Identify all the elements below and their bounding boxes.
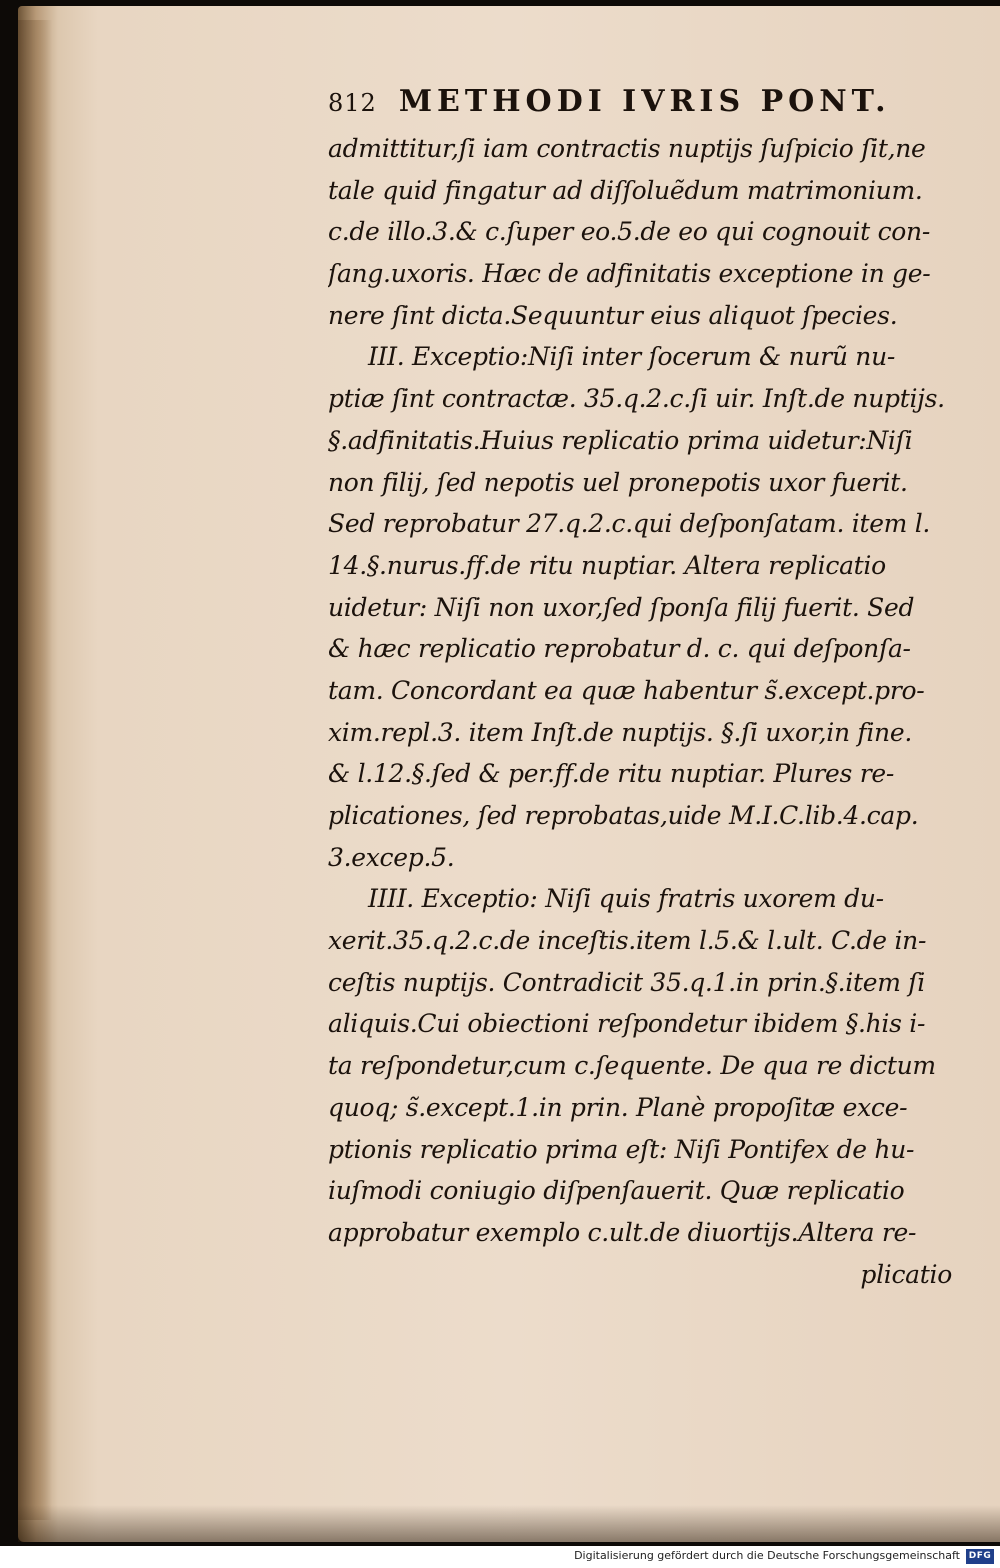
paragraph-start-line: IIII. Exceptio: Niſi quis fratris uxorem du- — [368, 884, 884, 914]
text-line: non filij, ſed nepotis uel pronepotis uxor fuerit. — [328, 467, 908, 497]
text-line: ceſtis nuptijs. Contradicit 35.q.1.in prin.§.item ſi — [328, 967, 925, 997]
paragraph-start-line: III. Exceptio:Niſi inter ſocerum & nurũ nu- — [368, 342, 896, 372]
text-line: plicationes, ſed reprobatas,uide M.I.C.lib.4.cap. — [328, 801, 919, 830]
dfg-logo: DFG — [966, 1549, 994, 1564]
text-line: quoq; s̃.except.1.in prin. Planè propoſitæ exce- — [328, 1092, 908, 1122]
text-line: §.adfinitatis.Huius replicatio prima uidetur:Niſi — [328, 425, 913, 455]
text-line: tale quid fingatur ad diſſoluẽdum matrimonium. — [328, 175, 923, 205]
text-line: ta reſpondetur,cum c.ſequente. De qua re dictum — [328, 1051, 936, 1081]
text-line: Sed reprobatur 27.q.2.c.qui deſponſatam. item l. — [328, 509, 931, 539]
text-line: & l.12.§.ſed & per.ff.de ritu nuptiar. Plures re- — [328, 759, 895, 789]
page-header — [328, 84, 962, 128]
text-line: aliquis.Cui obiectioni reſpondetur ibidem §.his i- — [328, 1009, 926, 1039]
digitization-footer — [0, 1546, 1000, 1568]
text-line: 3.excep.5. — [328, 842, 455, 872]
page-binding-edge — [18, 20, 52, 1520]
funding-credit: Digitalisierung gefördert durch die Deutsche Forschungsgemeinschaft — [574, 1549, 960, 1562]
text-line: admittitur,ſi iam contractis nuptijs ſuſpicio ſit,ne — [328, 134, 926, 163]
catchword: plicatio — [860, 1259, 952, 1289]
text-line: ptiæ ſint contractæ. 35.q.2.c.ſi uir. Inſt.de nuptijs. — [328, 384, 945, 414]
text-line: iuſmodi coniugio diſpenſauerit. Quæ replicatio — [328, 1176, 905, 1206]
page-text-block — [328, 84, 962, 1295]
text-line: tam. Concordant ea quæ habentur s̃.except.pro- — [328, 675, 925, 705]
text-line: & hæc replicatio reprobatur d. c. qui deſponſa- — [328, 634, 911, 664]
text-line: approbatur exemplo c.ult.de diuortijs.Altera re- — [328, 1217, 917, 1247]
page-bottom-shadow — [18, 1505, 1000, 1542]
text-line: xerit.35.q.2.c.de inceſtis.item l.5.& l.ult. C.de in- — [328, 926, 927, 956]
text-line: ptionis replicatio prima eſt: Niſi Pontifex de hu- — [328, 1134, 915, 1164]
running-head: METHODI IVRIS PONT. — [398, 84, 891, 119]
text-line: 14.§.nurus.ff.de ritu nuptiar. Altera replicatio — [328, 550, 886, 580]
text-line: nere ſint dicta.Sequuntur eius aliquot ſpecies. — [328, 300, 898, 330]
text-line: xim.repl.3. item Inſt.de nuptijs. §.ſi uxor,in fine. — [328, 717, 912, 747]
text-line: ſang.uxoris. Hæc de adfinitatis exceptione in ge- — [328, 259, 931, 289]
text-line: c.de illo.3.& c.ſuper eo.5.de eo qui cognouit con- — [328, 217, 930, 247]
text-line: uidetur: Niſi non uxor,ſed ſponſa filij fuerit. Sed — [328, 592, 915, 622]
page-number: 812 — [328, 89, 377, 117]
